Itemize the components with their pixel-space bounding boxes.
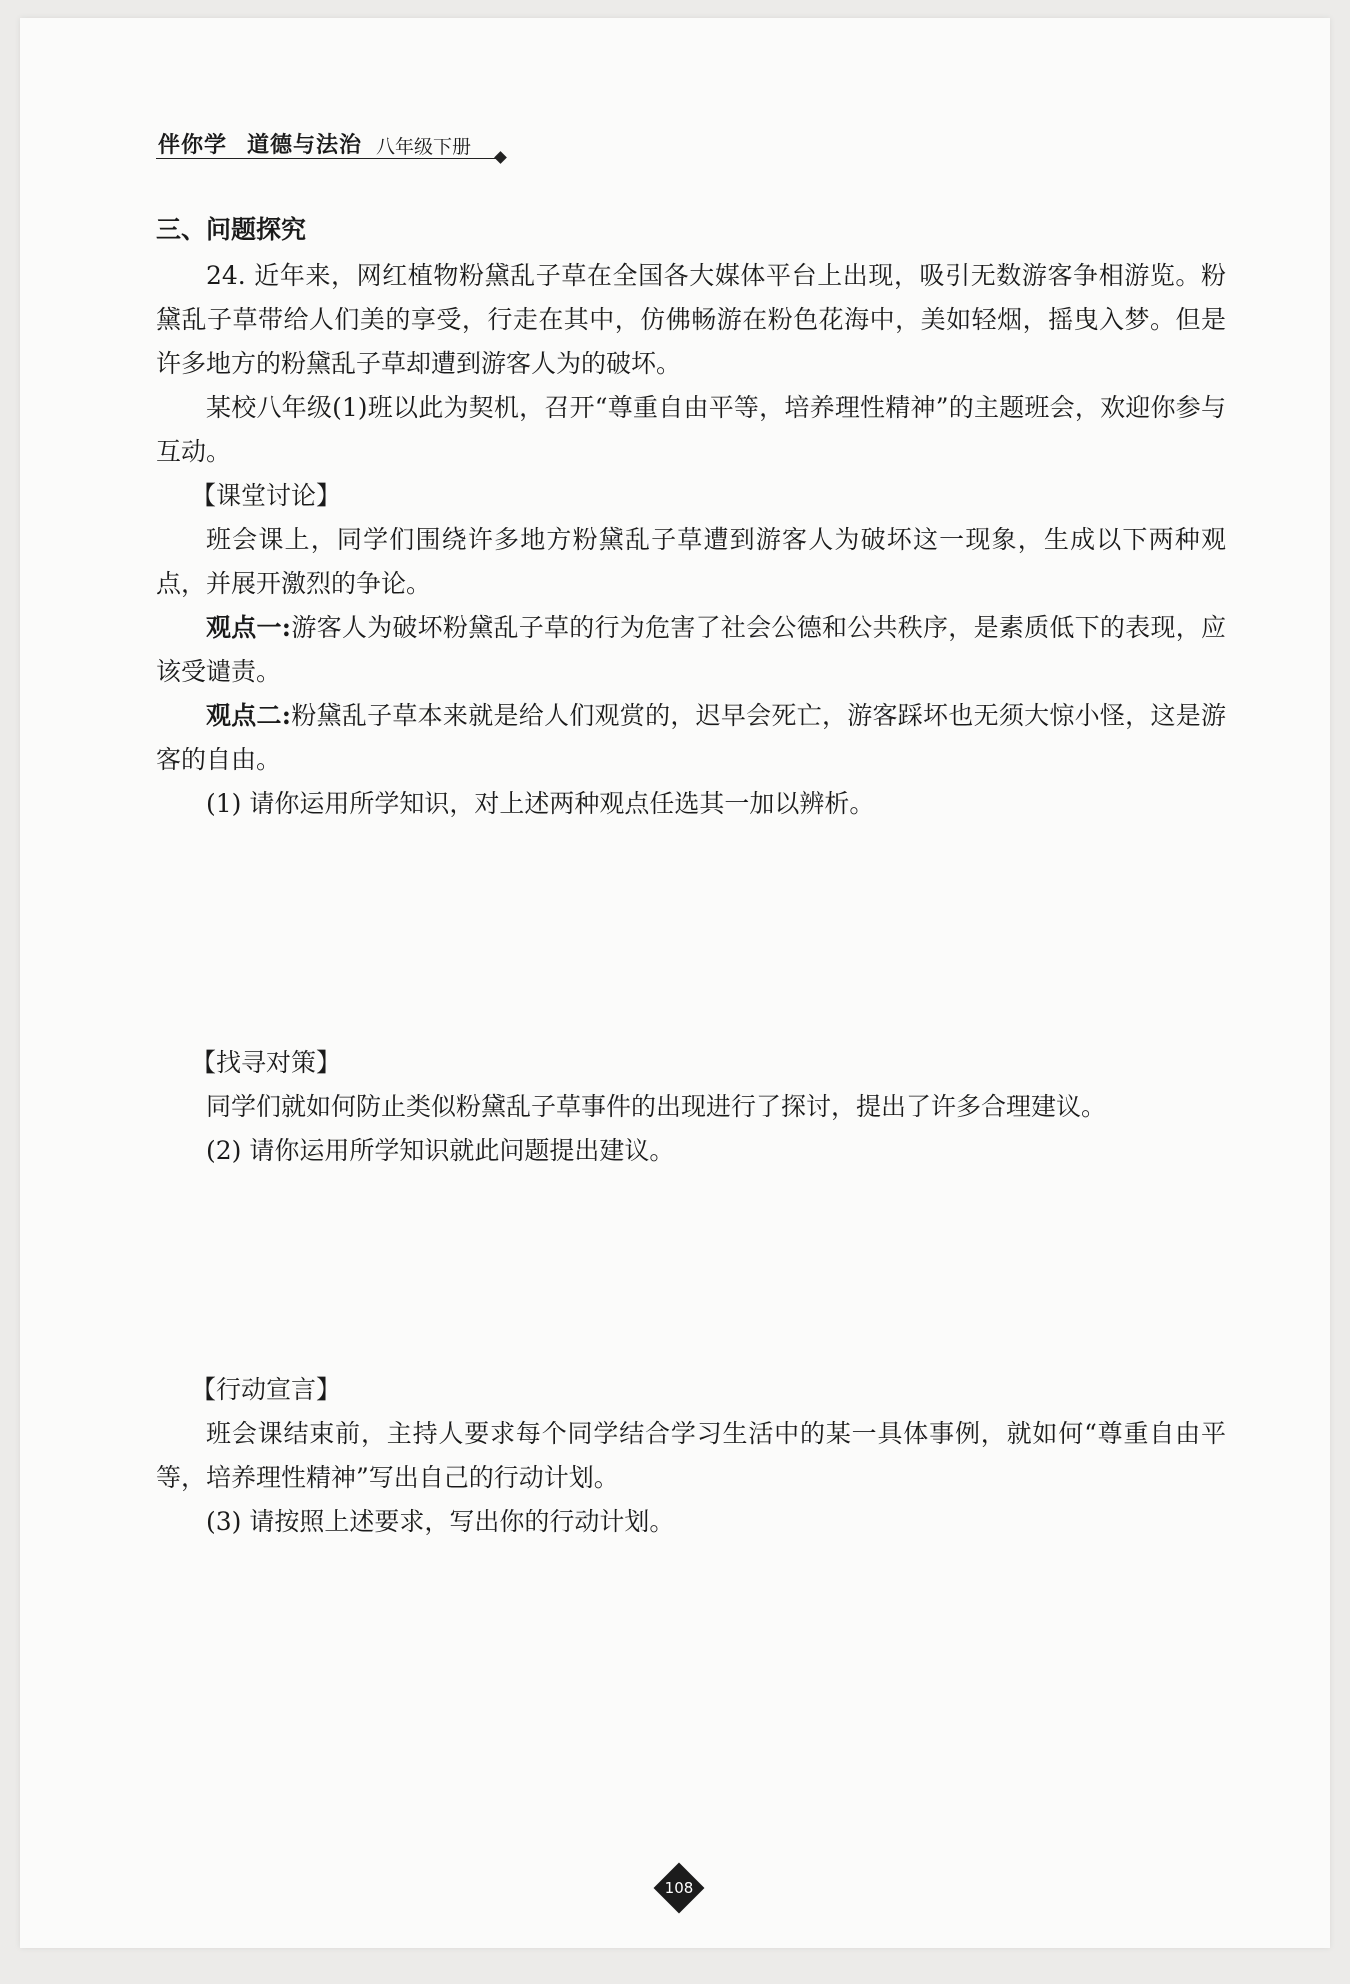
running-header bbox=[158, 128, 471, 159]
question-1: (1) 请你运用所学知识，对上述两种观点任选其一加以辨析。 bbox=[206, 789, 875, 818]
view-one bbox=[156, 606, 1226, 694]
view-two bbox=[156, 694, 1226, 782]
countermeasures-heading: 【找寻对策】 bbox=[191, 1048, 342, 1077]
question-context-paragraph: 某校八年级(1)班以此为契机，召开“尊重自由平等，培养理性精神”的主题班会，欢迎你参与互动。 bbox=[156, 393, 1226, 466]
section-title: 三、问题探究 bbox=[156, 215, 307, 244]
page-number: 108 bbox=[664, 1879, 694, 1897]
header-grade: 八年级下册 bbox=[376, 136, 472, 158]
question-3: (3) 请按照上述要求，写出你的行动计划。 bbox=[206, 1507, 675, 1536]
action-text: 班会课结束前，主持人要求每个同学结合学习生活中的某一具体事例，就如何“尊重自由平等，培养理性精神”写出自己的行动计划。 bbox=[156, 1419, 1226, 1492]
view-two-text: 粉黛乱子草本来就是给人们观赏的，迟早会死亡，游客踩坏也无须大惊小怪，这是游客的自由。 bbox=[156, 701, 1226, 774]
main-content bbox=[156, 208, 1226, 1739]
view-one-label: 观点一: bbox=[206, 613, 292, 642]
discussion-text: 班会课上，同学们围绕许多地方粉黛乱子草遭到游客人为破坏这一现象，生成以下两种观点，并展开激烈的争论。 bbox=[156, 525, 1226, 598]
answer-area-1[interactable] bbox=[156, 826, 1226, 1041]
question-2: (2) 请你运用所学知识就此问题提出建议。 bbox=[206, 1136, 675, 1165]
countermeasures-text: 同学们就如何防止类似粉黛乱子草事件的出现进行了探讨，提出了许多合理建议。 bbox=[206, 1092, 1107, 1121]
page-number-badge bbox=[654, 1863, 704, 1913]
answer-area-3[interactable] bbox=[156, 1544, 1226, 1739]
action-heading: 【行动宣言】 bbox=[191, 1375, 342, 1404]
question-intro-paragraph: 24. 近年来，网红植物粉黛乱子草在全国各大媒体平台上出现，吸引无数游客争相游览。粉黛乱子草带给人们美的享受，行走在其中，仿佛畅游在粉色花海中，美如轻烟，摇曳入梦。但是许多地方的粉黛乱子草却遭到游客人为的破坏。 bbox=[156, 261, 1226, 378]
header-diamond-icon bbox=[494, 151, 507, 164]
answer-area-2[interactable] bbox=[156, 1173, 1226, 1368]
header-subject: 道德与法治 bbox=[247, 133, 363, 158]
workbook-page bbox=[20, 18, 1330, 1948]
discussion-heading: 【课堂讨论】 bbox=[191, 481, 342, 510]
header-rule bbox=[156, 158, 496, 159]
view-two-label: 观点二: bbox=[206, 701, 292, 730]
view-one-text: 游客人为破坏粉黛乱子草的行为危害了社会公德和公共秩序，是素质低下的表现，应该受谴责。 bbox=[156, 613, 1226, 686]
header-brand: 伴你学 bbox=[158, 133, 228, 158]
